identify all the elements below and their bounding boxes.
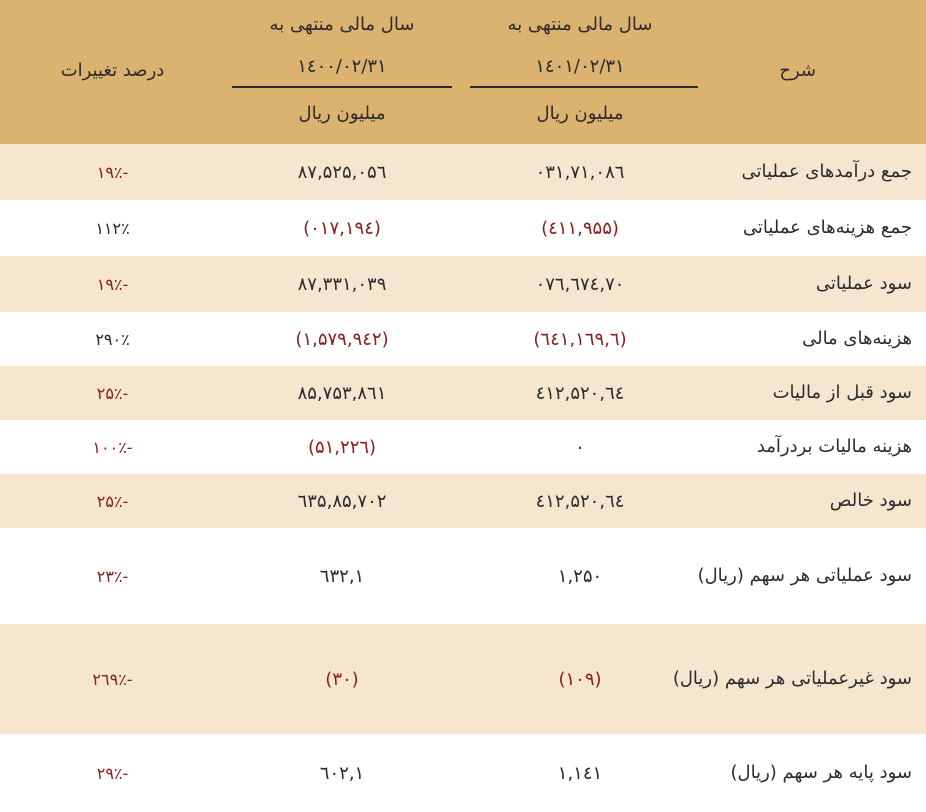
header-prior-year-date: ۱٤۰۰/۰۲/۳۱ [297,56,387,77]
row-prior-value: (۱,۵۷۹,۹٤۲) [295,328,389,350]
row-change-value: -۲۵٪ [96,491,129,511]
row-change-value: ۲۹۰٪ [95,329,130,349]
row-label: هزینه مالیات بردرآمد [756,436,912,457]
row-current-value: ۷۰,٦۷٤,۰۷٦ [535,273,625,295]
table-row [0,734,926,812]
row-change-value: -۲٦۹٪ [92,669,133,689]
table-row [0,366,926,420]
header-prior-year-underline [232,86,452,88]
row-label: جمع هزینه‌های عملیاتی [742,217,912,238]
row-current-value: ۱,۱٤۱ [557,762,603,784]
header-change: درصد تغییرات [60,60,165,81]
row-prior-value: (۳۰) [325,668,359,690]
table-row [0,144,926,200]
row-current-value: ٦٤,۵۲۰,٤۱۲ [535,490,625,512]
row-prior-value: ۸۷,۵۲۵,۰۵٦ [297,161,387,183]
table-row [0,474,926,528]
header-prior-year-title: سال مالی منتهی به [269,14,415,35]
row-prior-value: (۱۹٤,۰۱۷) [303,217,381,239]
row-prior-value: ۱,٦۰۲ [319,762,365,784]
row-change-value: -۱۹٪ [96,162,129,182]
table-row [0,624,926,734]
row-prior-value: ۸۵,۷۵۳,۸٦۱ [297,382,387,404]
row-change-value: -۲۵٪ [96,383,129,403]
header-current-year-title: سال مالی منتهی به [507,14,653,35]
row-change-value: -۱۹٪ [96,274,129,294]
row-current-value: ٦٤,۵۲۰,٤۱۲ [535,382,625,404]
row-prior-value: ۸۷,۳۳۱,۰۳۹ [297,273,387,295]
table-row [0,420,926,474]
header-current-year-underline [470,86,698,88]
header-current-year-unit: میلیون ریال [536,103,624,124]
table-row [0,528,926,624]
header-prior-year-unit: میلیون ریال [298,103,386,124]
row-label: سود عملیاتی هر سهم (ریال) [697,565,912,586]
row-prior-value: (۵۱,۲۲٦) [307,436,377,458]
row-label: هزینه‌های مالی [802,328,912,349]
row-change-value: -۱۰۰٪ [92,437,133,457]
row-current-value: (۱۰۹) [558,668,602,690]
row-label: سود خالص [829,490,912,511]
row-label: سود قبل از مالیات [772,382,912,403]
row-current-value: ۰ [575,436,585,458]
row-current-value: ۷۱,۰۸٦,۰۳۱ [535,161,625,183]
row-label: جمع درآمدهای عملیاتی [741,161,912,182]
table-row [0,312,926,366]
row-change-value: -۲۳٪ [96,566,129,586]
header-current-year-date: ۱٤۰۱/۰۲/۳۱ [535,56,625,77]
row-label: سود پایه هر سهم (ریال) [730,762,912,783]
row-current-value: ۱,۲۵۰ [557,565,603,587]
row-change-value: ۱۱۲٪ [95,218,130,238]
table-row [0,200,926,256]
header-description: شرح [779,60,816,81]
table-row [0,256,926,312]
row-label: سود غیرعملیاتی هر سهم (ریال) [672,668,912,689]
row-current-value: (٤۱۱,۹۵۵) [541,217,619,239]
table-header [0,0,926,144]
row-prior-value: ۸۵,۷۰۲,٦۳۵ [297,490,387,512]
row-current-value: (٦,۱٦۹,٦٤۱) [533,328,627,350]
row-change-value: -۲۹٪ [96,763,129,783]
row-prior-value: ۱,٦۳۲ [319,565,365,587]
row-label: سود عملیاتی [815,273,912,294]
